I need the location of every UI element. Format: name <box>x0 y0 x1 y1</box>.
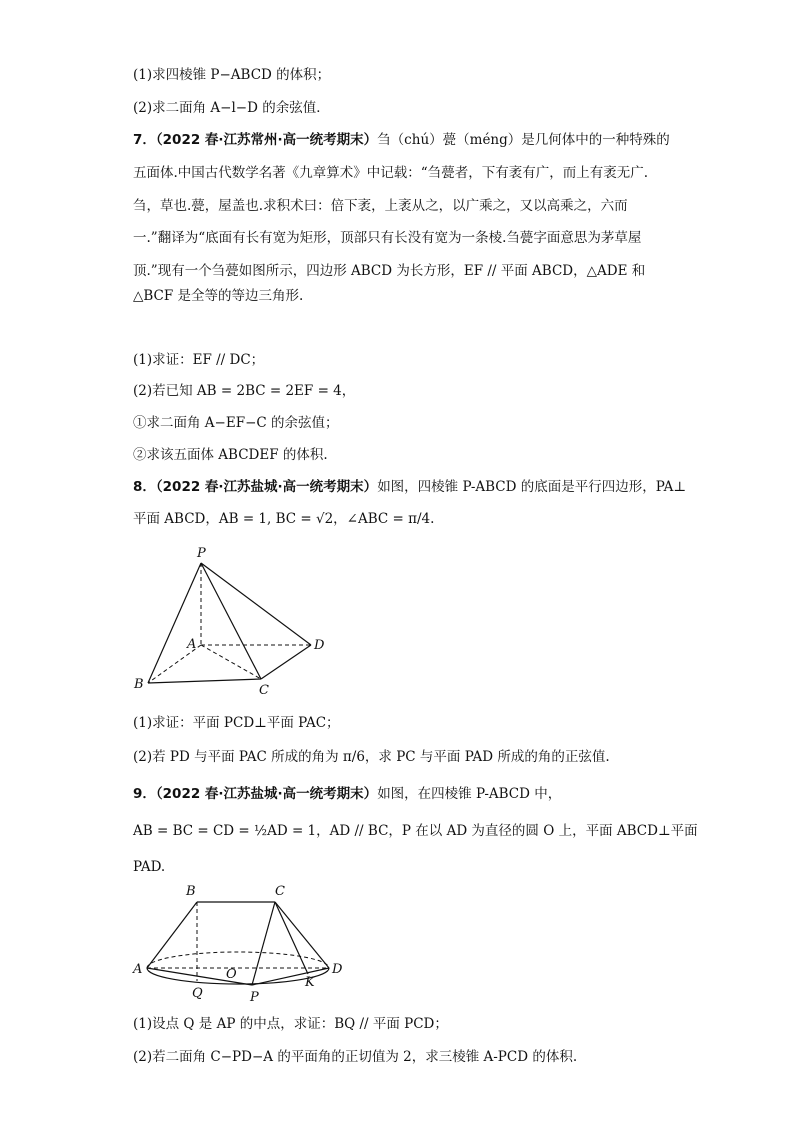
problem-7-source: （2022 春·江苏常州·高一统考期末） <box>155 132 378 148</box>
edge-CP <box>252 902 275 985</box>
label-Q: Q <box>192 986 203 1001</box>
problem-7-q2a: ①求二面角 A−EF−C 的余弦值； <box>133 415 339 431</box>
edge-CK <box>275 902 308 974</box>
problem-9-number: 9． <box>133 786 156 802</box>
problem-8-q2: (2)若 PD 与平面 PAC 所成的角为 π/6，求 PC 与平面 PAD 所成的角的正弦值. <box>133 749 610 765</box>
label-D: D <box>332 962 343 977</box>
problem-8-line1 <box>133 478 686 496</box>
edge-BC <box>148 679 261 683</box>
problem-9-q1: (1)设点 Q 是 AP 的中点，求证：BQ // 平面 PCD； <box>133 1016 448 1032</box>
label-D: D <box>314 638 325 653</box>
problem-8-q1: (1)求证：平面 PCD⊥平面 PAC； <box>133 715 340 731</box>
problem-7-text-a: 刍（chú）甍（méng）是几何体中的一种特殊的 <box>377 132 670 148</box>
problem-7-q2: (2)若已知 AB = 2BC = 2EF = 4， <box>133 383 356 399</box>
q6-part1: (1)求四棱锥 P−ABCD 的体积； <box>133 67 331 83</box>
edge-PD <box>201 563 311 645</box>
problem-9-line1 <box>133 785 561 803</box>
label-C: C <box>275 884 285 899</box>
label-B: B <box>134 677 144 692</box>
edge-AB <box>147 902 197 968</box>
problem-9-line2: AB = BC = CD = ½AD = 1，AD // BC，P 在以 AD 为直径的圆 O 上，平面 ABCD⊥平面 <box>133 823 698 839</box>
problem-9-line3: PAD. <box>133 859 166 875</box>
problem-7-line1 <box>133 131 670 149</box>
problem-7-line3: 刍，草也.甍，屋盖也.求积术曰：倍下袤，上袤从之，以广乘之，又以高乘之，六而 <box>133 198 628 214</box>
edge-CD <box>261 645 311 679</box>
label-O: O <box>226 967 237 982</box>
label-K: K <box>305 975 315 990</box>
label-P: P <box>250 990 259 1005</box>
edge-PD <box>252 968 329 985</box>
edge-PB <box>148 563 201 683</box>
problem-7-q1: (1)求证：EF // DC； <box>133 352 265 368</box>
problem-7-q2b: ②求该五面体 ABCDEF 的体积. <box>133 447 328 463</box>
label-A: A <box>187 637 197 652</box>
label-A: A <box>133 962 143 977</box>
label-B: B <box>186 884 196 899</box>
figure-pyramid-9 <box>128 880 348 1005</box>
problem-7-number: 7． <box>133 132 156 148</box>
edge-PC <box>201 563 261 679</box>
label-P: P <box>197 546 206 561</box>
problem-8-text-a: 如图，四棱锥 P-ABCD 的底面是平行四边形，PA⊥ <box>377 479 687 495</box>
figure-pyramid-8 <box>128 545 338 700</box>
problem-7-line5: 顶.”现有一个刍甍如图所示，四边形 ABCD 为长方形，EF // 平面 ABCD，△ADE 和 <box>133 263 646 279</box>
problem-9-text-a: 如图，在四棱锥 P-ABCD 中， <box>377 786 562 802</box>
problem-9-source: （2022 春·江苏盐城·高一统考期末） <box>155 786 378 802</box>
q6-part2: (2)求二面角 A−l−D 的余弦值． <box>133 100 330 116</box>
label-C: C <box>259 683 269 698</box>
edge-CD <box>275 902 329 968</box>
problem-7-line6: △BCF 是全等的等边三角形. <box>133 288 304 304</box>
problem-7-line4: 一.”翻译为“底面有长有宽为矩形，顶部只有长没有宽为一条棱.刍甍字面意思为茅草屋 <box>133 230 642 246</box>
problem-8-source: （2022 春·江苏盐城·高一统考期末） <box>155 479 378 495</box>
problem-9-q2: (2)若二面角 C−PD−A 的平面角的正切值为 2，求三棱锥 A-PCD 的体积. <box>133 1049 578 1065</box>
problem-7-line2: 五面体.中国古代数学名著《九章算术》中记载：“刍甍者，下有袤有广，而上有袤无广. <box>133 165 648 181</box>
problem-8-line2: 平面 ABCD，AB = 1, BC = √2，∠ABC = π/4. <box>133 511 435 527</box>
circle-front-arc <box>147 968 329 984</box>
problem-8-number: 8． <box>133 479 156 495</box>
